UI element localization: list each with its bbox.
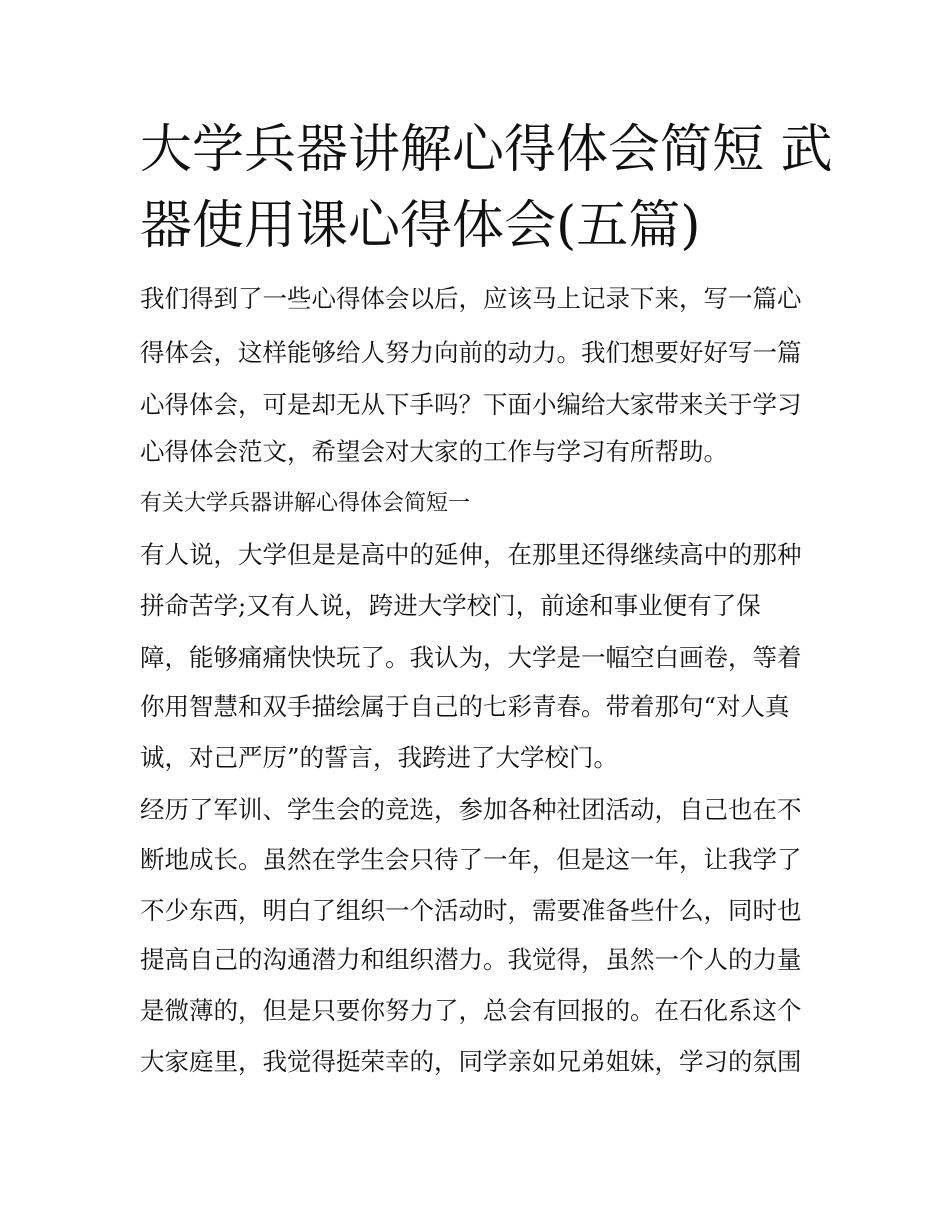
- document-page: [140, 0, 833, 1229]
- paragraph-line: 大家庭里，我觉得挺荣幸的，同学亲如兄弟姐妹，学习的氛围: [140, 1047, 802, 1076]
- intro-line: 我们得到了一些心得体会以后，应该马上记录下来，写一篇心: [140, 284, 802, 313]
- paragraph-line: 断地成长。虽然在学生会只待了一年，但是这一年，让我学了: [140, 845, 802, 874]
- paragraph-line: 是微薄的，但是只要你努力了，总会有回报的。在石化系这个: [140, 996, 802, 1025]
- title-line: 大学兵器讲解心得体会简短 武: [140, 120, 833, 180]
- title-line: 器使用课心得体会(五篇): [140, 196, 701, 256]
- intro-line: 心得体会，可是却无从下手吗？下面小编给大家带来关于学习: [140, 390, 802, 419]
- paragraph-line: 拼命苦学;又有人说，跨进大学校门，前途和事业便有了保: [140, 591, 761, 620]
- paragraph-line: 不少东西，明白了组织一个活动时，需要准备些什么，同时也: [140, 896, 802, 925]
- paragraph-line: 诚，对己严厉”的誓言，我跨进了大学校门。: [140, 743, 619, 772]
- document-title: [140, 112, 833, 264]
- intro-line: 心得体会范文，希望会对大家的工作与学习有所帮助。: [140, 437, 728, 466]
- paragraph-line: 你用智慧和双手描绘属于自己的七彩青春。带着那句“对人真: [140, 692, 790, 721]
- intro-line: 得体会，这样能够给人努力向前的动力。我们想要好好写一篇: [140, 338, 802, 367]
- paragraph-line: 经历了军训、学生会的竞选，参加各种社团活动，自己也在不: [140, 795, 802, 824]
- paragraph-line: 障，能够痛痛快快玩了。我认为，大学是一幅空白画卷，等着: [140, 643, 802, 672]
- section-heading: 有关大学兵器讲解心得体会简短一: [140, 491, 471, 516]
- paragraph-line: 有人说，大学但是是高中的延伸，在那里还得继续高中的那种: [140, 540, 802, 569]
- paragraph-line: 提高自己的沟通潜力和组织潜力。我觉得，虽然一个人的力量: [140, 945, 802, 974]
